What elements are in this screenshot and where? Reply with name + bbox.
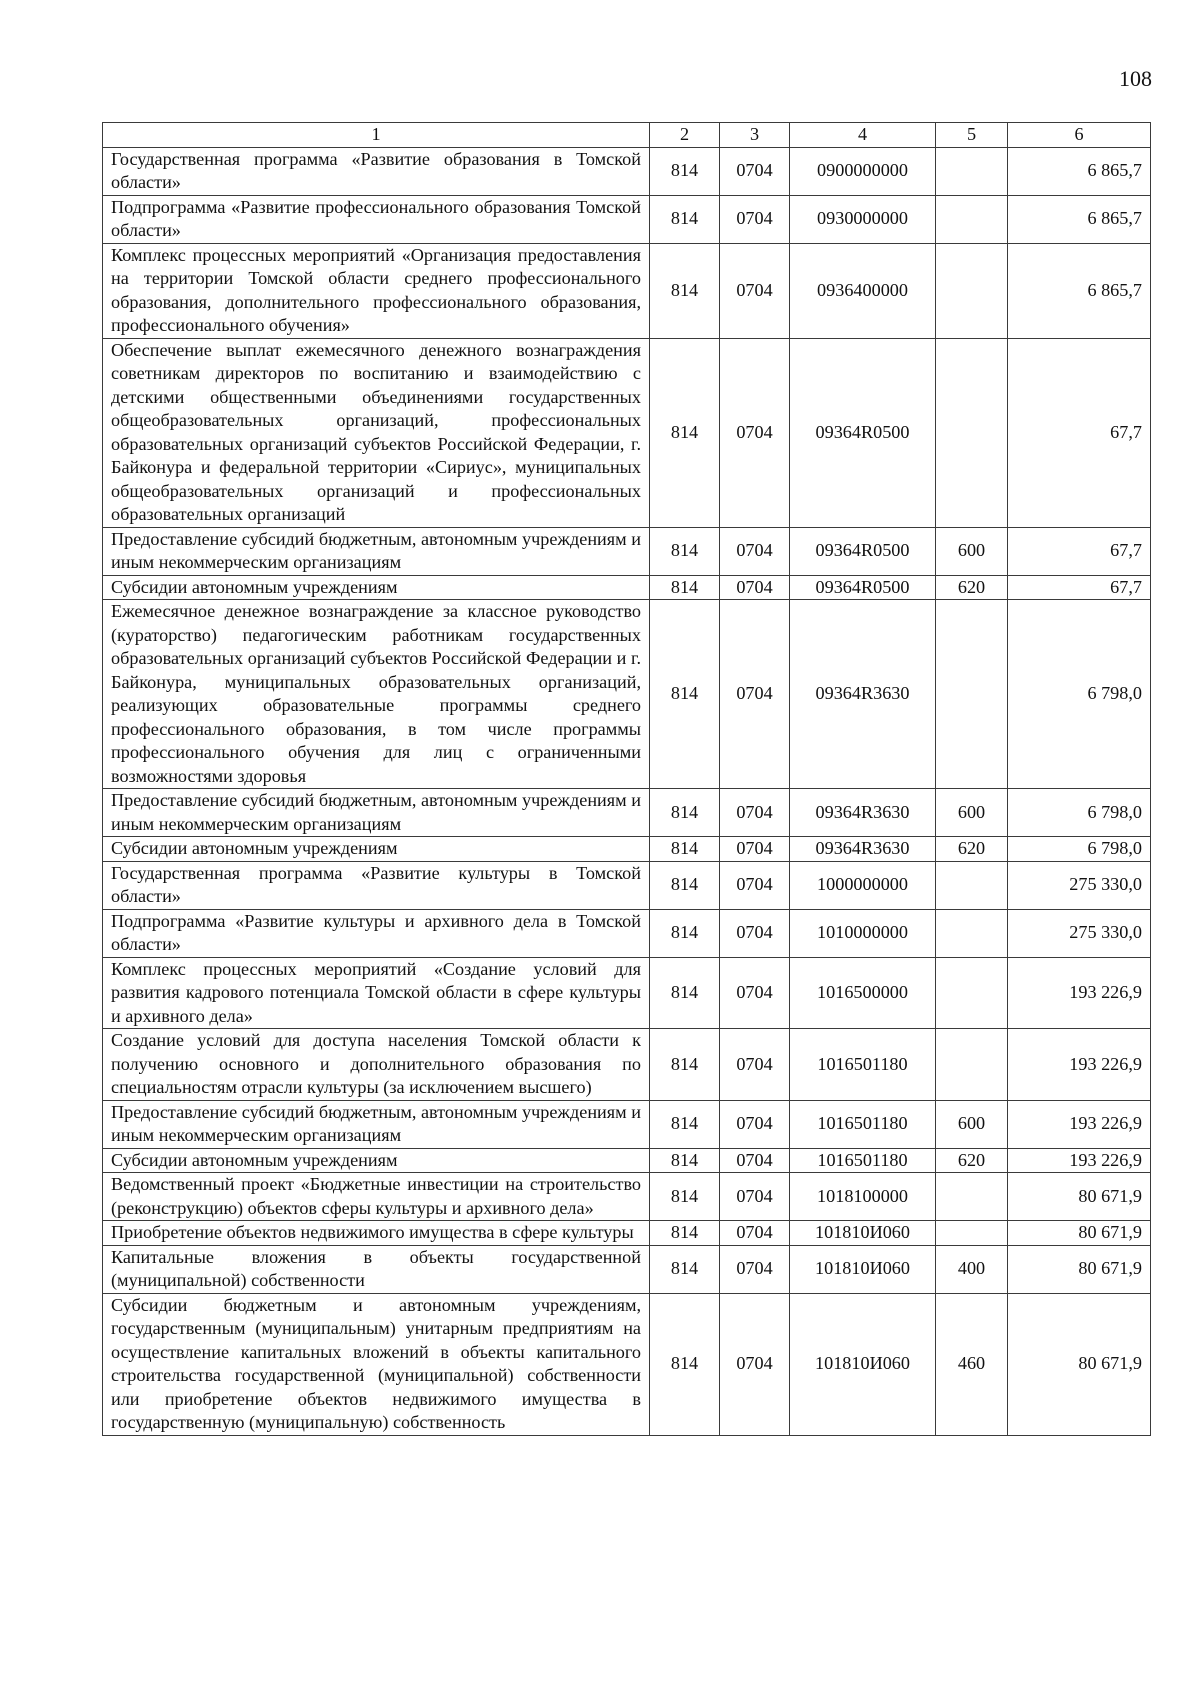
code-5-cell (936, 1029, 1008, 1101)
row-name-cell: Предоставление субсидий бюджетным, автономным учреждениям и иным некоммерческим организациям (103, 527, 650, 575)
code-2-cell: 814 (650, 527, 720, 575)
row-name-cell: Субсидии бюджетным и автономным учреждениям, государственным (муниципальным) унитарным предприятиям на осуществление капитальных вложений в объекты капитального строительства государственной (муниципальной) собственности или приобретение объектов недвижимого имущества в государственную (муниципальную) собственность (103, 1293, 650, 1435)
code-5-cell: 620 (936, 837, 1008, 862)
table-row (103, 1148, 1151, 1173)
code-5-cell: 400 (936, 1245, 1008, 1293)
amount-cell: 80 671,9 (1008, 1173, 1151, 1221)
table-row (103, 909, 1151, 957)
code-4-cell: 1016500000 (790, 957, 936, 1029)
budget-table (102, 122, 1151, 1436)
amount-cell: 6 865,7 (1008, 195, 1151, 243)
row-name-cell: Подпрограмма «Развитие профессионального образования Томской области» (103, 195, 650, 243)
table-row (103, 243, 1151, 338)
code-4-cell: 1016501180 (790, 1100, 936, 1148)
column-header-5: 5 (936, 123, 1008, 148)
page-number: 108 (1119, 66, 1152, 91)
code-3-cell: 0704 (720, 575, 790, 600)
code-3-cell: 0704 (720, 837, 790, 862)
code-3-cell: 0704 (720, 1245, 790, 1293)
code-2-cell: 814 (650, 957, 720, 1029)
amount-cell: 80 671,9 (1008, 1221, 1151, 1246)
amount-cell: 6 798,0 (1008, 600, 1151, 789)
row-name-cell: Ведомственный проект «Бюджетные инвестиции на строительство (реконструкцию) объектов сферы культуры и архивного дела» (103, 1173, 650, 1221)
row-name-cell: Предоставление субсидий бюджетным, автономным учреждениям и иным некоммерческим организациям (103, 789, 650, 837)
row-name-cell: Создание условий для доступа населения Томской области к получению основного и дополнительного образования по специальностям отрасли культуры (за исключением высшего) (103, 1029, 650, 1101)
amount-cell: 6 865,7 (1008, 147, 1151, 195)
table-row (103, 1029, 1151, 1101)
code-4-cell: 1000000000 (790, 861, 936, 909)
row-name-cell: Приобретение объектов недвижимого имущества в сфере культуры (103, 1221, 650, 1246)
code-3-cell: 0704 (720, 527, 790, 575)
code-3-cell: 0704 (720, 909, 790, 957)
code-5-cell: 600 (936, 1100, 1008, 1148)
table-row (103, 789, 1151, 837)
code-4-cell: 09364R3630 (790, 789, 936, 837)
row-name-cell: Ежемесячное денежное вознаграждение за классное руководство (кураторство) педагогическим работникам государственных образовательных организаций субъектов Российской Федерации и г. Байконура, муниципальных образовательных организаций, реализующих образовательные программы среднего профессионального образования, в том числе программы профессионального обучения для лиц с ограниченными возможностями здоровья (103, 600, 650, 789)
code-4-cell: 1016501180 (790, 1029, 936, 1101)
code-5-cell (936, 338, 1008, 527)
code-4-cell: 1018100000 (790, 1173, 936, 1221)
amount-cell: 80 671,9 (1008, 1245, 1151, 1293)
code-2-cell: 814 (650, 243, 720, 338)
row-name-cell: Комплекс процессных мероприятий «Создание условий для развития кадрового потенциала Томской области в сфере культуры и архивного дела» (103, 957, 650, 1029)
code-4-cell: 0900000000 (790, 147, 936, 195)
amount-cell: 193 226,9 (1008, 1100, 1151, 1148)
code-5-cell (936, 195, 1008, 243)
column-header-4: 4 (790, 123, 936, 148)
row-name-cell: Субсидии автономным учреждениям (103, 575, 650, 600)
table-row (103, 861, 1151, 909)
code-5-cell (936, 600, 1008, 789)
code-3-cell: 0704 (720, 1173, 790, 1221)
row-name-cell: Подпрограмма «Развитие культуры и архивного дела в Томской области» (103, 909, 650, 957)
row-name-cell: Государственная программа «Развитие образования в Томской области» (103, 147, 650, 195)
code-3-cell: 0704 (720, 600, 790, 789)
amount-cell: 275 330,0 (1008, 861, 1151, 909)
column-header-1: 1 (103, 123, 650, 148)
table-row (103, 1245, 1151, 1293)
code-5-cell (936, 957, 1008, 1029)
code-2-cell: 814 (650, 837, 720, 862)
row-name-cell: Государственная программа «Развитие культуры в Томской области» (103, 861, 650, 909)
code-3-cell: 0704 (720, 243, 790, 338)
code-2-cell: 814 (650, 861, 720, 909)
code-2-cell: 814 (650, 1221, 720, 1246)
code-3-cell: 0704 (720, 1148, 790, 1173)
table-row (103, 1173, 1151, 1221)
code-3-cell: 0704 (720, 957, 790, 1029)
row-name-cell: Капитальные вложения в объекты государственной (муниципальной) собственности (103, 1245, 650, 1293)
code-4-cell: 09364R0500 (790, 575, 936, 600)
table-row (103, 600, 1151, 789)
row-name-cell: Обеспечение выплат ежемесячного денежного вознаграждения советникам директоров по воспитанию и взаимодействию с детскими общественными объединениями государственных общеобразовательных организаций, профессиональных образовательных организаций субъектов Российской Федерации, г. Байконура и федеральной территории «Сириус», муниципальных общеобразовательных организаций и профессиональных образовательных организаций (103, 338, 650, 527)
code-4-cell: 101810И060 (790, 1245, 936, 1293)
amount-cell: 80 671,9 (1008, 1293, 1151, 1435)
code-3-cell: 0704 (720, 1221, 790, 1246)
code-4-cell: 1010000000 (790, 909, 936, 957)
table-body (103, 147, 1151, 1435)
column-header-6: 6 (1008, 123, 1151, 148)
code-4-cell: 101810И060 (790, 1221, 936, 1246)
code-4-cell: 09364R3630 (790, 600, 936, 789)
amount-cell: 67,7 (1008, 575, 1151, 600)
code-5-cell: 620 (936, 1148, 1008, 1173)
table-row (103, 338, 1151, 527)
code-4-cell: 0936400000 (790, 243, 936, 338)
amount-cell: 6 865,7 (1008, 243, 1151, 338)
row-name-cell: Субсидии автономным учреждениям (103, 837, 650, 862)
code-2-cell: 814 (650, 1029, 720, 1101)
row-name-cell: Комплекс процессных мероприятий «Организация предоставления на территории Томской области среднего профессионального образования, дополнительного профессионального образования, профессионального обучения» (103, 243, 650, 338)
code-4-cell: 101810И060 (790, 1293, 936, 1435)
code-5-cell (936, 1173, 1008, 1221)
code-2-cell: 814 (650, 600, 720, 789)
code-4-cell: 09364R3630 (790, 837, 936, 862)
code-3-cell: 0704 (720, 1100, 790, 1148)
amount-cell: 67,7 (1008, 527, 1151, 575)
code-5-cell: 600 (936, 527, 1008, 575)
code-5-cell (936, 1221, 1008, 1246)
code-3-cell: 0704 (720, 338, 790, 527)
amount-cell: 6 798,0 (1008, 789, 1151, 837)
code-5-cell: 460 (936, 1293, 1008, 1435)
code-4-cell: 1016501180 (790, 1148, 936, 1173)
row-name-cell: Субсидии автономным учреждениям (103, 1148, 650, 1173)
amount-cell: 275 330,0 (1008, 909, 1151, 957)
column-header-2: 2 (650, 123, 720, 148)
header-row (103, 123, 1151, 148)
code-3-cell: 0704 (720, 147, 790, 195)
table-header (103, 123, 1151, 148)
table-row (103, 195, 1151, 243)
code-5-cell (936, 147, 1008, 195)
code-2-cell: 814 (650, 789, 720, 837)
table-row (103, 957, 1151, 1029)
amount-cell: 6 798,0 (1008, 837, 1151, 862)
table-row (103, 1221, 1151, 1246)
code-2-cell: 814 (650, 147, 720, 195)
code-3-cell: 0704 (720, 861, 790, 909)
table-row (103, 1293, 1151, 1435)
code-3-cell: 0704 (720, 1029, 790, 1101)
code-2-cell: 814 (650, 195, 720, 243)
code-2-cell: 814 (650, 575, 720, 600)
table-row (103, 527, 1151, 575)
table-row (103, 1100, 1151, 1148)
code-4-cell: 0930000000 (790, 195, 936, 243)
amount-cell: 67,7 (1008, 338, 1151, 527)
code-2-cell: 814 (650, 1173, 720, 1221)
code-2-cell: 814 (650, 1100, 720, 1148)
code-2-cell: 814 (650, 338, 720, 527)
code-5-cell: 620 (936, 575, 1008, 600)
table-row (103, 575, 1151, 600)
code-2-cell: 814 (650, 1293, 720, 1435)
code-2-cell: 814 (650, 1148, 720, 1173)
row-name-cell: Предоставление субсидий бюджетным, автономным учреждениям и иным некоммерческим организациям (103, 1100, 650, 1148)
code-3-cell: 0704 (720, 195, 790, 243)
column-header-3: 3 (720, 123, 790, 148)
table-row (103, 837, 1151, 862)
code-3-cell: 0704 (720, 1293, 790, 1435)
code-2-cell: 814 (650, 1245, 720, 1293)
code-5-cell (936, 861, 1008, 909)
amount-cell: 193 226,9 (1008, 1029, 1151, 1101)
code-4-cell: 09364R0500 (790, 338, 936, 527)
code-5-cell: 600 (936, 789, 1008, 837)
table-row (103, 147, 1151, 195)
amount-cell: 193 226,9 (1008, 957, 1151, 1029)
code-4-cell: 09364R0500 (790, 527, 936, 575)
amount-cell: 193 226,9 (1008, 1148, 1151, 1173)
code-5-cell (936, 909, 1008, 957)
code-2-cell: 814 (650, 909, 720, 957)
code-5-cell (936, 243, 1008, 338)
code-3-cell: 0704 (720, 789, 790, 837)
